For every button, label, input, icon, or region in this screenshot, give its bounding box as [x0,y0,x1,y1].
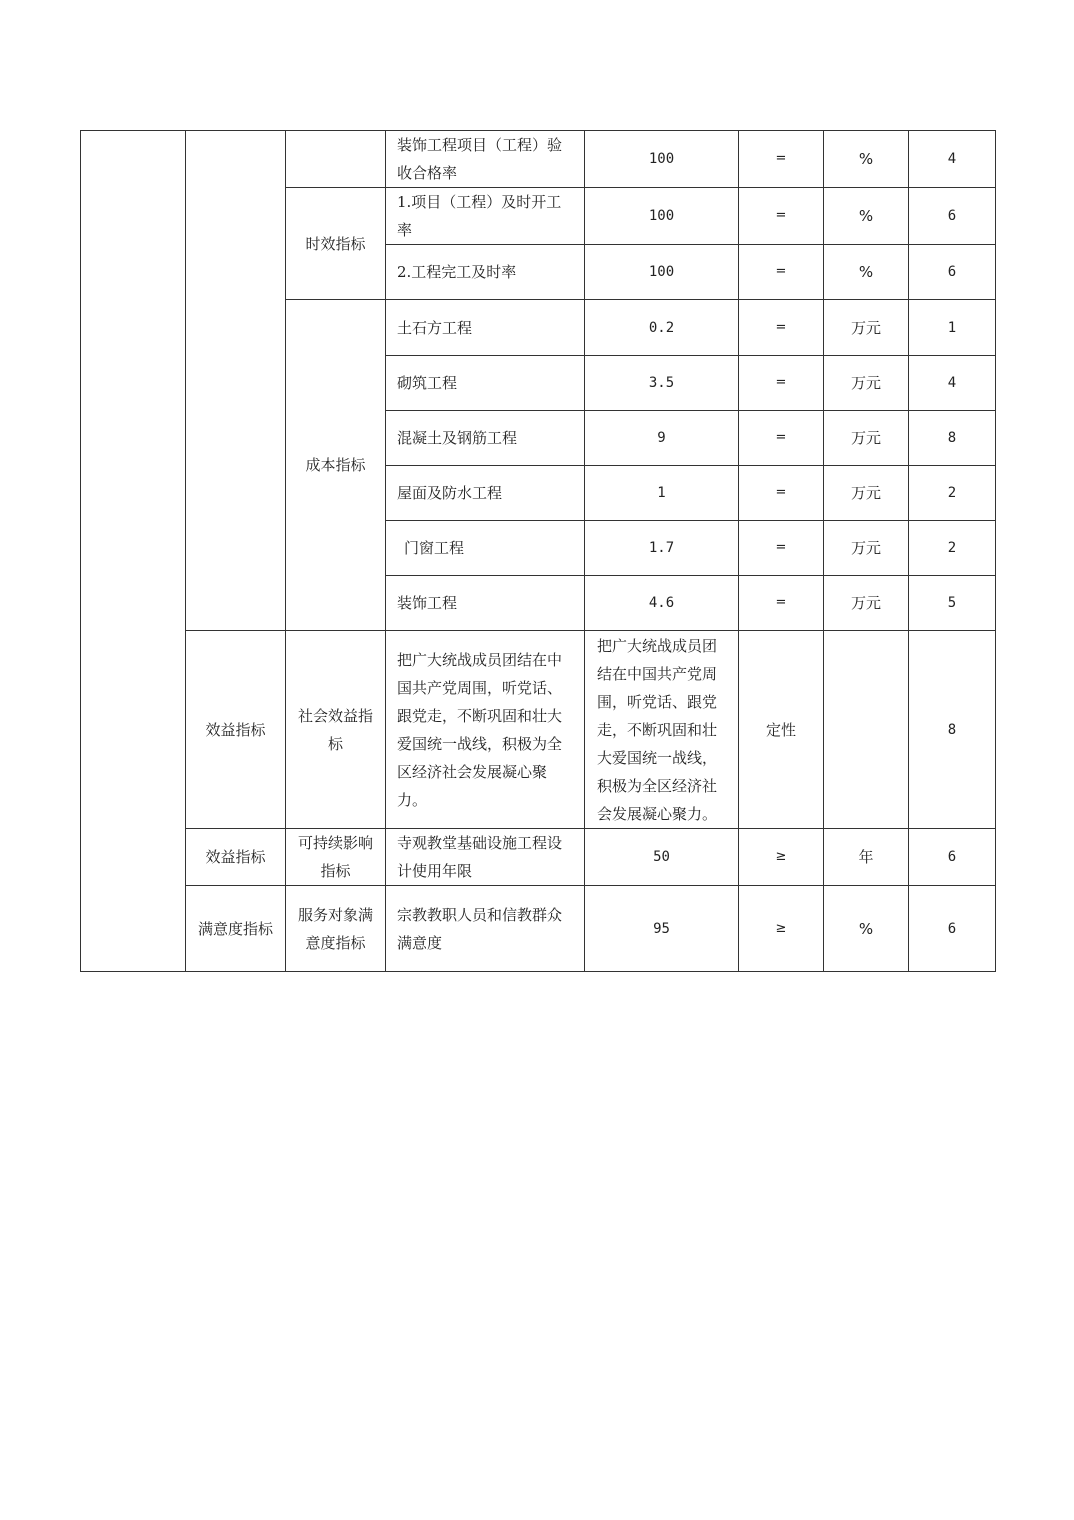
target-value-cell: 95 [585,886,739,972]
benefit-category-cell: 效益指标 [186,631,286,829]
indicator-name-cell: 混凝土及钢筋工程 [386,411,585,466]
benefit-category-cell: 效益指标 [186,829,286,886]
indicator-name-cell: 土石方工程 [386,300,585,356]
unit-cell: % [824,188,909,245]
indicator-name-cell: 砌筑工程 [386,356,585,411]
score-cell: 2 [909,521,996,576]
target-value-cell: 100 [585,188,739,245]
indicator-name-cell: 门窗工程 [386,521,585,576]
unit-cell: 万元 [824,356,909,411]
operator-cell: ≥ [739,886,824,972]
unit-cell: 万元 [824,411,909,466]
score-cell: 8 [909,411,996,466]
score-cell: 6 [909,829,996,886]
blank-left-column-cell [81,131,186,972]
operator-cell: 定性 [739,631,824,829]
table-row [81,829,996,886]
score-cell: 6 [909,245,996,300]
operator-cell: = [739,300,824,356]
unit-cell: % [824,245,909,300]
score-cell: 4 [909,356,996,411]
blank-subcategory-cell [286,131,386,188]
sustainability-subcategory-cell: 可持续影响指标 [286,829,386,886]
indicator-name-cell: 1.项目（工程）及时开工率 [386,188,585,245]
indicator-name-cell: 装饰工程项目（工程）验收合格率 [386,131,585,188]
score-cell: 1 [909,300,996,356]
operator-cell: = [739,576,824,631]
target-value-cell: 1.7 [585,521,739,576]
target-value-cell: 1 [585,466,739,521]
target-value-cell: 100 [585,245,739,300]
cost-indicator-label: 成本指标 [286,300,386,631]
target-value-cell: 50 [585,829,739,886]
indicator-name-cell: 装饰工程 [386,576,585,631]
unit-cell: 万元 [824,466,909,521]
indicator-name-cell: 2.工程完工及时率 [386,245,585,300]
target-value-cell: 0.2 [585,300,739,356]
score-cell: 6 [909,188,996,245]
target-value-cell: 9 [585,411,739,466]
unit-cell: % [824,131,909,188]
score-cell: 5 [909,576,996,631]
operator-cell: = [739,245,824,300]
score-cell: 2 [909,466,996,521]
satisfaction-category-cell: 满意度指标 [186,886,286,972]
indicator-name-cell: 屋面及防水工程 [386,466,585,521]
indicator-name-cell: 宗教教职人员和信教群众满意度 [386,886,585,972]
target-value-cell: 100 [585,131,739,188]
score-cell: 6 [909,886,996,972]
operator-cell: ≥ [739,829,824,886]
operator-cell: = [739,188,824,245]
unit-cell: 年 [824,829,909,886]
timeliness-indicator-label: 时效指标 [286,188,386,300]
target-value-cell: 4.6 [585,576,739,631]
unit-cell: 万元 [824,521,909,576]
target-value-cell: 把广大统战成员团结在中国共产党周围，听党话、跟党走，不断巩固和壮大爱国统一战线，积极为全区经济社会发展凝心聚力。 [585,631,739,829]
unit-cell: % [824,886,909,972]
social-benefit-subcategory-cell: 社会效益指标 [286,631,386,829]
indicator-name-cell: 把广大统战成员团结在中国共产党周围，听党话、跟党走，不断巩固和壮大爱国统一战线，积极为全区经济社会发展凝心聚力。 [386,631,585,829]
score-cell: 8 [909,631,996,829]
operator-cell: = [739,356,824,411]
operator-cell: = [739,131,824,188]
unit-cell: 万元 [824,576,909,631]
service-satisfaction-subcategory-cell: 服务对象满意度指标 [286,886,386,972]
operator-cell: = [739,411,824,466]
operator-cell: = [739,466,824,521]
unit-cell: 万元 [824,300,909,356]
indicator-name-cell: 寺观教堂基础设施工程设计使用年限 [386,829,585,886]
score-cell: 4 [909,131,996,188]
operator-cell: = [739,521,824,576]
table-row [81,631,996,829]
target-value-cell: 3.5 [585,356,739,411]
unit-cell [824,631,909,829]
blank-category-cell [186,131,286,631]
table-row [81,131,996,188]
performance-indicator-table [80,130,996,972]
table-row [81,886,996,972]
